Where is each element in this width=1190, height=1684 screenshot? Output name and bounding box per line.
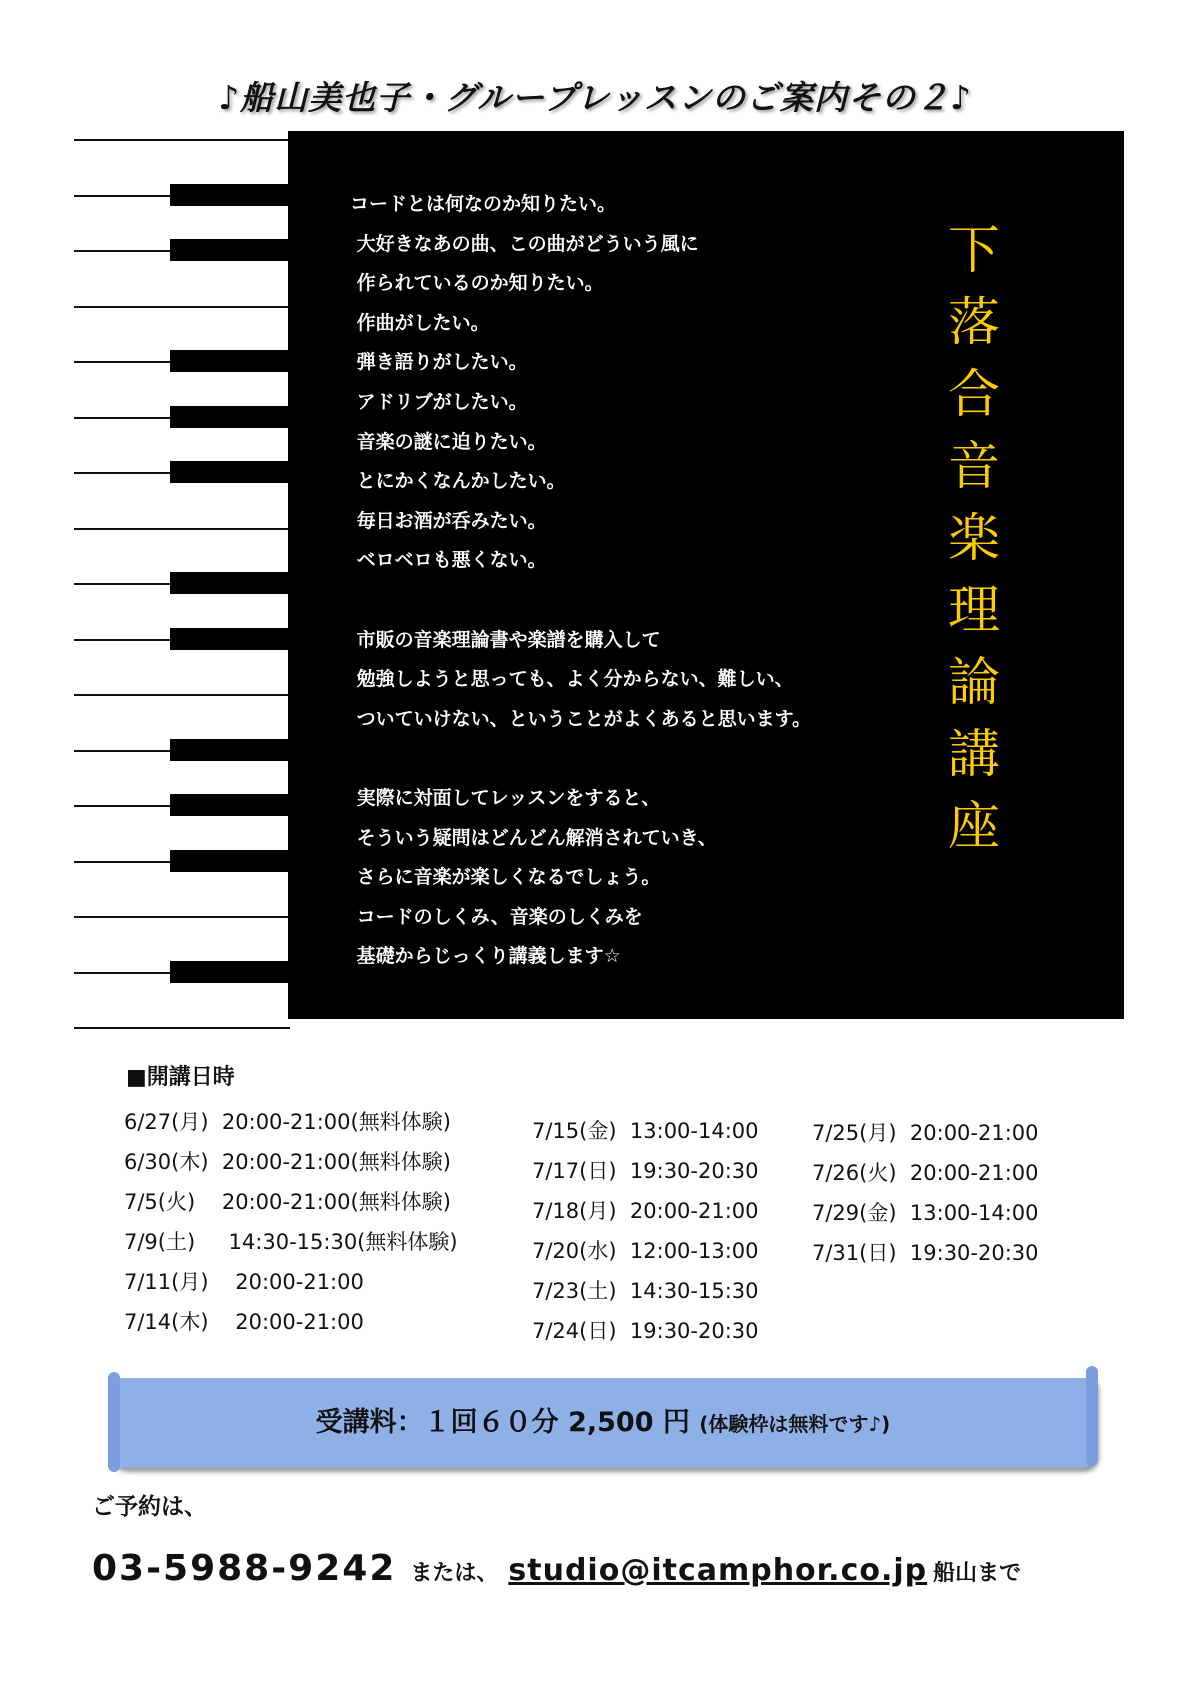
- black-key: [170, 350, 290, 372]
- vertical-title-char: 落: [947, 293, 1000, 353]
- schedule-entry: 7/15(金) 13:00-14:00: [532, 1119, 759, 1143]
- contact-tail: 船山まで: [933, 1561, 1022, 1586]
- schedule-column-1: [124, 1102, 458, 1342]
- schedule-entry: 7/24(日) 19:30-20:30: [532, 1319, 759, 1343]
- vertical-title-char: 合: [947, 365, 1000, 425]
- black-key: [170, 628, 290, 650]
- piano-keys: [74, 131, 290, 1019]
- email-link[interactable]: studio@itcamphor.co.jp: [508, 1553, 928, 1588]
- fee-note: (体験枠は無料です♪): [699, 1412, 891, 1436]
- schedule-entry: 7/31(日) 19:30-20:30: [812, 1241, 1039, 1265]
- fee-banner: [110, 1378, 1096, 1468]
- info-board: [288, 131, 1124, 1019]
- schedule-entry: 7/11(月) 20:00-21:00: [124, 1270, 364, 1294]
- or-text: または、: [410, 1561, 499, 1586]
- schedule-entry: 6/30(木) 20:00-21:00(無料体験): [124, 1150, 451, 1174]
- black-key: [170, 184, 290, 206]
- white-key-edge: [74, 1027, 290, 1029]
- vertical-title-char: 座: [947, 797, 1000, 857]
- black-key: [170, 461, 290, 483]
- vertical-title-char: 論: [947, 653, 1000, 713]
- fee-text: [110, 1378, 1096, 1468]
- schedule-entry: 7/5(火) 20:00-21:00(無料体験): [124, 1190, 451, 1214]
- board-body-text: コードとは何なのか知りたい。 大好きなあの曲、この曲がどういう風に 作られているのか知りたい。 作曲がしたい。 弾き語りがしたい。 アドリブがしたい。 音楽の謎に迫りたい。 とにかくなんかしたい。 毎日お酒が呑みたい。 ベロベロも悪くない。 市販の音楽理論書や楽譜を購入して 勉強しようと思っても、よく分からない、難しい、 ついていけない、ということがよくあると思います。 実際に対面してレッスンをすると、 そういう疑問はどんどん解消されていき、 さらに音楽が楽しくなるでしょう。 コードのしくみ、音楽のしくみを 基礎からじっくり講義します☆: [350, 193, 812, 968]
- vertical-title-char: 下: [947, 221, 1000, 281]
- white-key-edge: [74, 306, 290, 308]
- schedule-column-2: [532, 1111, 759, 1351]
- white-key-edge: [74, 916, 290, 918]
- schedule-entry: 7/18(月) 20:00-21:00: [532, 1199, 759, 1223]
- vertical-title-char: 楽: [947, 509, 1000, 569]
- schedule-column-3: [812, 1113, 1039, 1273]
- schedule-entry: 7/25(月) 20:00-21:00: [812, 1121, 1039, 1145]
- schedule-entry: 7/23(土) 14:30-15:30: [532, 1279, 759, 1303]
- black-key: [170, 239, 290, 261]
- black-key: [170, 850, 290, 872]
- vertical-title-char: 音: [947, 437, 1000, 497]
- schedule-entry: 7/20(水) 12:00-13:00: [532, 1239, 759, 1263]
- white-key-edge: [74, 139, 290, 141]
- schedule-entry: 7/17(日) 19:30-20:30: [532, 1159, 759, 1183]
- schedule-entry: 6/27(月) 20:00-21:00(無料体験): [124, 1110, 451, 1134]
- white-key-edge: [74, 694, 290, 696]
- vertical-course-title: [936, 215, 1012, 863]
- contact-line: [92, 1548, 1021, 1589]
- reservation-label: ご予約は、: [92, 1494, 207, 1520]
- schedule-entry: 7/26(火) 20:00-21:00: [812, 1161, 1039, 1185]
- phone-number[interactable]: 03-5988-9242: [92, 1548, 397, 1589]
- black-key: [170, 572, 290, 594]
- schedule-entry: 7/29(金) 13:00-14:00: [812, 1201, 1039, 1225]
- fee-main: 受講料：１回６０分 2,500 円: [315, 1407, 690, 1438]
- schedule-entry: 7/9(土) 14:30-15:30(無料体験): [124, 1230, 458, 1254]
- vertical-title-char: 理: [947, 581, 1000, 641]
- white-key-edge: [74, 528, 290, 530]
- black-key: [170, 406, 290, 428]
- vertical-title-char: 講: [947, 725, 1000, 785]
- black-key: [170, 794, 290, 816]
- black-key: [170, 961, 290, 983]
- schedule-heading: ■開講日時: [126, 1065, 235, 1090]
- page-title: ♪船山美也子・グループレッスンのご案内その２♪: [218, 78, 972, 117]
- schedule-entry: 7/14(木) 20:00-21:00: [124, 1310, 364, 1334]
- black-key: [170, 739, 290, 761]
